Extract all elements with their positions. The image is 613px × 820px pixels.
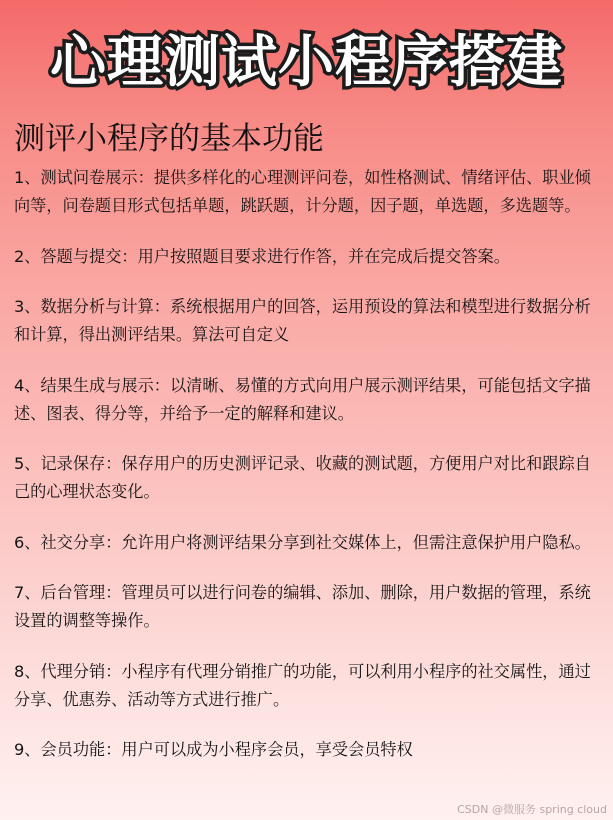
watermark: CSDN @微服务 spring cloud	[457, 803, 607, 816]
section-heading: 测评小程序的基本功能	[14, 121, 324, 157]
feature-item: 4、结果生成与展示：以清晰、易懂的方式向用户展示测评结果，可能包括文字描述、图表、得分等，并给予一定的解释和建议。	[14, 375, 591, 423]
feature-list	[14, 164, 604, 787]
feature-item: 8、代理分销：小程序有代理分销推广的功能，可以利用小程序的社交属性，通过分享、优惠券、活动等方式进行推广。	[14, 661, 591, 709]
page-title: 心理测试小程序搭建	[50, 30, 563, 95]
feature-item: 9、会员功能：用户可以成为小程序会员，享受会员特权	[14, 740, 413, 759]
feature-item: 5、记录保存：保存用户的历史测评记录、收藏的测试题，方便用户对比和跟踪自己的心理状态变化。	[14, 454, 591, 501]
feature-item: 3、数据分析与计算：系统根据用户的回答，运用预设的算法和模型进行数据分析和计算，得出测评结果。算法可自定义	[14, 297, 591, 344]
feature-item: 1、测试问卷展示：提供多样化的心理测评问卷，如性格测试、情绪评估、职业倾向等，问卷题目形式包括单题，跳跃题，计分题，因子题，单选题，多选题等。	[14, 168, 591, 215]
feature-item: 6、社交分享：允许用户将测评结果分享到社交媒体上，但需注意保护用户隐私。	[14, 532, 591, 552]
feature-item: 7、后台管理：管理员可以进行问卷的编辑、添加、删除，用户数据的管理，系统设置的调整等操作。	[14, 583, 591, 630]
feature-item: 2、答题与提交：用户按照题目要求进行作答，并在完成后提交答案。	[14, 246, 510, 266]
